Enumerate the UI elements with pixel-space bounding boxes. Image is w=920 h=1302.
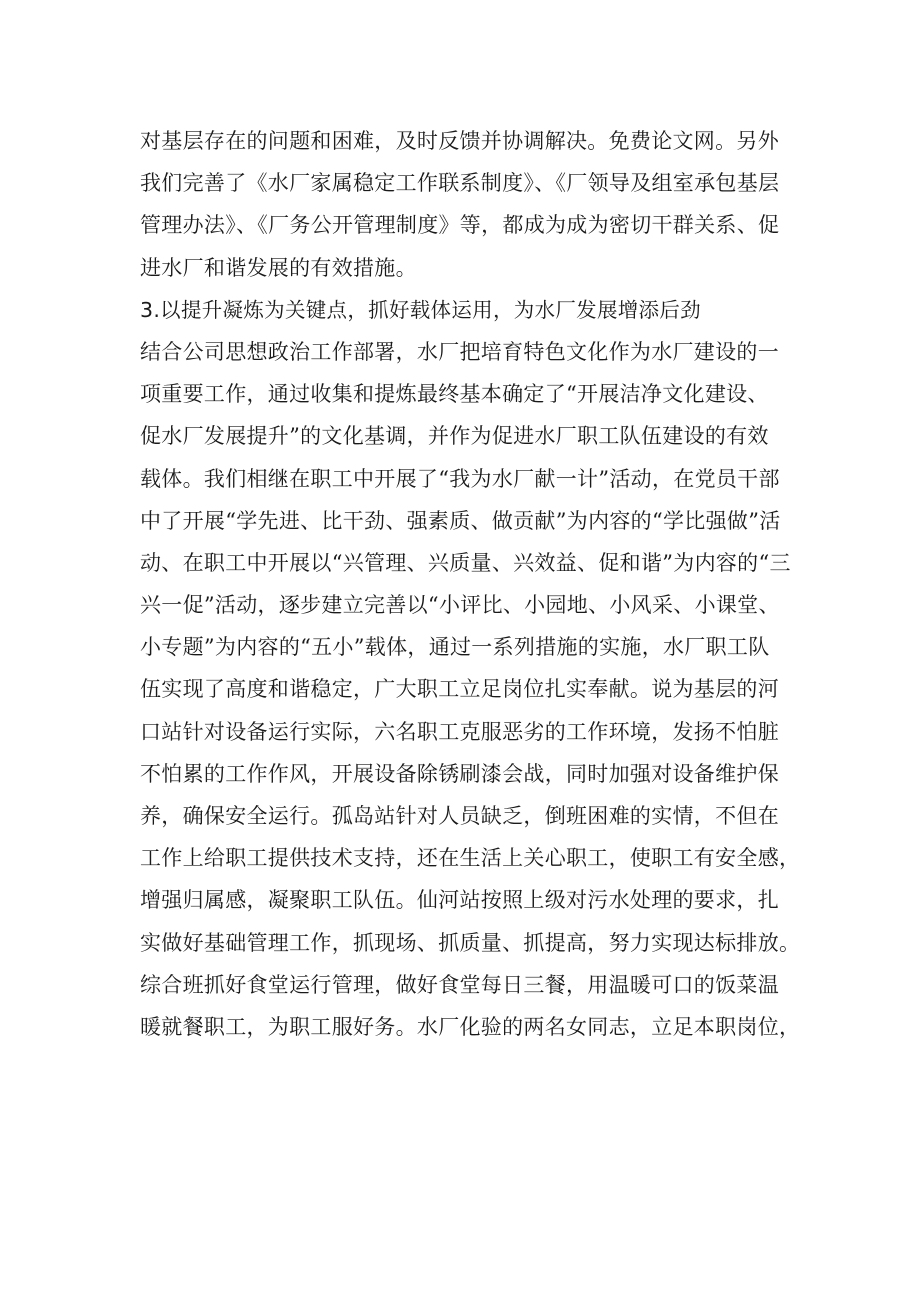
text-line: 暖就餐职工，为职工服好务。水厂化验的两名女同志，立足本职岗位， xyxy=(140,1014,801,1039)
text-line: 结合公司思想政治工作部署，水厂把培育特色文化作为水厂建设的一 xyxy=(140,339,779,364)
text-line: 进水厂和谐发展的有效措施。 xyxy=(140,255,417,280)
text-line: 增强归属感，凝聚职工队伍。仙河站按照上级对污水处理的要求，扎 xyxy=(140,888,779,913)
text-line: 载体。我们相继在职工中开展了“我为水厂献一计”活动，在党员干部 xyxy=(140,466,780,491)
text-line: 项重要工作，通过收集和提炼最终基本确定了“开展洁净文化建设、 xyxy=(140,382,769,407)
text-line: 兴一促”活动，逐步建立完善以“小评比、小园地、小风采、小课堂、 xyxy=(140,593,780,618)
text-line: 综合班抓好食堂运行管理，做好食堂每日三餐，用温暖可口的饭菜温 xyxy=(140,972,779,997)
text-line: 伍实现了高度和谐稳定，广大职工立足岗位扎实奉献。说为基层的河 xyxy=(140,677,779,702)
text-line: 中了开展“学先进、比干劲、强素质、做贡献”为内容的“学比强做”活 xyxy=(140,508,781,533)
text-line: 养，确保安全运行。孤岛站针对人员缺乏，倒班困难的实情，不但在 xyxy=(140,804,779,828)
text-line: 促水厂发展提升”的文化基调，并作为促进水厂职工队伍建设的有效 xyxy=(140,424,769,449)
text-line: 管理办法》、《厂务公开管理制度》等，都成为成为密切干群关系、促 xyxy=(140,213,780,238)
text-line: 工作上给职工提供技术支持，还在生活上关心职工，使职工有安全感， xyxy=(140,846,801,871)
text-line: 小专题”为内容的“五小”载体，通过一系列措施的实施，水厂职工队 xyxy=(140,635,770,660)
body-text xyxy=(140,120,801,1048)
section-heading: 3.以提升凝炼为关键点，抓好载体运用，为水厂发展增添后劲 xyxy=(140,297,701,322)
text-line: 不怕累的工作作风，开展设备除锈刷漆会战，同时加强对设备维护保 xyxy=(140,761,779,786)
text-line: 口站针对设备运行实际，六名职工克服恶劣的工作环境，发扬不怕脏 xyxy=(140,719,779,744)
text-line: 对基层存在的问题和困难，及时反馈并协调解决。免费论文网。另外 xyxy=(140,129,779,153)
text-line: 动、在职工中开展以“兴管理、兴质量、兴效益、促和谐”为内容的“三 xyxy=(140,550,791,575)
text-line: 我们完善了《水厂家属稳定工作联系制度》、《厂领导及组室承包基层 xyxy=(140,171,780,196)
text-line: 实做好基础管理工作，抓现场、抓质量、抓提高，努力实现达标排放。 xyxy=(140,930,801,955)
